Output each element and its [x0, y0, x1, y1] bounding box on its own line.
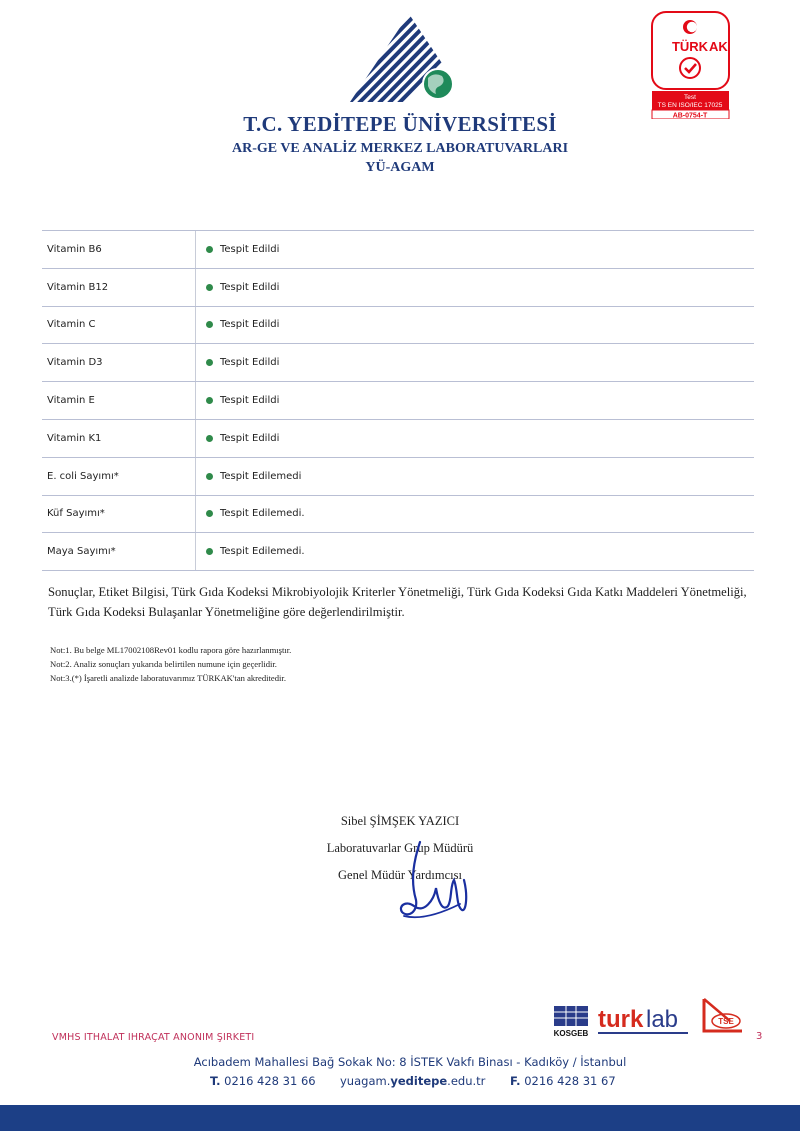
svg-text:TSE: TSE [718, 1017, 734, 1026]
result-cell [196, 357, 279, 368]
signer-name: Sibel ŞİMŞEK YAZICI [340, 814, 460, 828]
parameter-name: Küf Sayımı* [42, 496, 196, 533]
table-row [42, 533, 754, 571]
parameter-name: Vitamin E [42, 382, 196, 419]
footer-fax: F. 0216 428 31 67 [510, 1074, 616, 1088]
page-number: 3 [756, 1031, 763, 1042]
footer-bar [0, 1105, 800, 1131]
status-dot-icon [206, 435, 213, 442]
result-text: Tespit Edilemedi. [220, 508, 305, 520]
status-dot-icon [206, 548, 213, 555]
result-text: Tespit Edildi [220, 432, 280, 444]
footer-address: Acıbadem Mahallesi Bağ Sokak No: 8 İSTEK Vakfı Binası - Kadıköy / İstanbul [193, 1055, 627, 1069]
signer-title-1: Laboratuvarlar Grup Müdürü [326, 841, 474, 855]
badge-standard: TS EN ISO/IEC 17025 [657, 102, 723, 109]
table-row [42, 307, 754, 345]
table-row [42, 496, 754, 534]
notes [50, 643, 650, 685]
status-dot-icon [206, 246, 213, 253]
university-logo [348, 12, 470, 104]
footer-website[interactable]: yuagam.yeditepe.edu.tr [340, 1074, 486, 1088]
result-text: Tespit Edildi [220, 243, 280, 255]
parameter-name: Vitamin C [42, 307, 196, 344]
result-cell [196, 244, 279, 255]
badge-name-ak: AK [709, 39, 728, 54]
svg-text:KOSGEB: KOSGEB [553, 1029, 589, 1038]
result-cell [196, 546, 305, 557]
footer-phone: T. 0216 428 31 66 [210, 1074, 316, 1088]
table-row [42, 382, 754, 420]
handwritten-signature [390, 840, 480, 925]
note-2: Not:2. Analiz sonuçları yukarıda belirtilen numune için geçerlidir. [50, 659, 277, 669]
badge-name-turk: TÜRK [671, 39, 709, 54]
result-text: Tespit Edildi [220, 395, 280, 407]
status-dot-icon [206, 321, 213, 328]
evaluation-summary: Sonuçlar, Etiket Bilgisi, Türk Gıda Kodeksi Mikrobiyolojik Kriterler Yönetmeliği, Türk Gıda Kodeksi Gıda Katkı Maddeleri Yönetmeliği, Türk Gıda Kodeksi Bulaşanlar Yönetmeliğine göre değerlendirilmiştir. [48, 585, 747, 619]
result-text: Tespit Edilemedi. [220, 546, 305, 558]
university-title: T.C. YEDİTEPE ÜNİVERSİTESİ [243, 112, 557, 136]
result-text: Tespit Edildi [220, 281, 280, 293]
check-icon [680, 58, 700, 78]
parameter-name: Vitamin D3 [42, 344, 196, 381]
parameter-name: Vitamin B6 [42, 231, 196, 268]
status-dot-icon [206, 359, 213, 366]
note-1: Not:1. Bu belge ML17002108Rev01 kodlu rapora göre hazırlanmıştır. [50, 645, 292, 655]
turkak-accreditation-badge [651, 11, 730, 119]
results-table [42, 230, 754, 571]
parameter-name: Maya Sayımı* [42, 533, 196, 570]
laboratory-title: AR-GE VE ANALİZ MERKEZ LABORATUVARLARI [231, 141, 569, 156]
turklab-logo [596, 1003, 706, 1041]
table-row [42, 420, 754, 458]
kosgeb-logo [548, 1004, 594, 1038]
result-cell [196, 395, 279, 406]
company-name: VMHS ITHALAT IHRAÇAT ANONIM ŞIRKETI [52, 1032, 255, 1043]
result-text: Tespit Edildi [220, 319, 280, 331]
parameter-name: E. coli Sayımı* [42, 458, 196, 495]
result-cell [196, 508, 305, 519]
status-dot-icon [206, 284, 213, 291]
result-text: Tespit Edildi [220, 357, 280, 369]
table-row [42, 344, 754, 382]
badge-type: Test [684, 94, 696, 101]
parameter-name: Vitamin K1 [42, 420, 196, 457]
svg-text:turk: turk [598, 1006, 644, 1033]
status-dot-icon [206, 510, 213, 517]
parameter-name: Vitamin B12 [42, 269, 196, 306]
table-row [42, 269, 754, 307]
result-cell [196, 471, 301, 482]
center-title: YÜ-AGAM [365, 160, 435, 175]
badge-code: AB-0754-T [672, 112, 708, 119]
status-dot-icon [206, 473, 213, 480]
tse-logo [700, 995, 746, 1035]
note-3: Not:3.(*) İşaretli analizde laboratuvarımız TÜRKAK'tan akreditedir. [50, 673, 286, 683]
table-row [42, 458, 754, 496]
result-text: Tespit Edilemedi [220, 470, 302, 482]
svg-text:lab: lab [646, 1006, 679, 1033]
result-cell [196, 282, 279, 293]
table-row [42, 231, 754, 269]
result-cell [196, 433, 279, 444]
status-dot-icon [206, 397, 213, 404]
signer-title-2: Genel Müdür Yardımcısı [338, 868, 462, 882]
result-cell [196, 319, 279, 330]
